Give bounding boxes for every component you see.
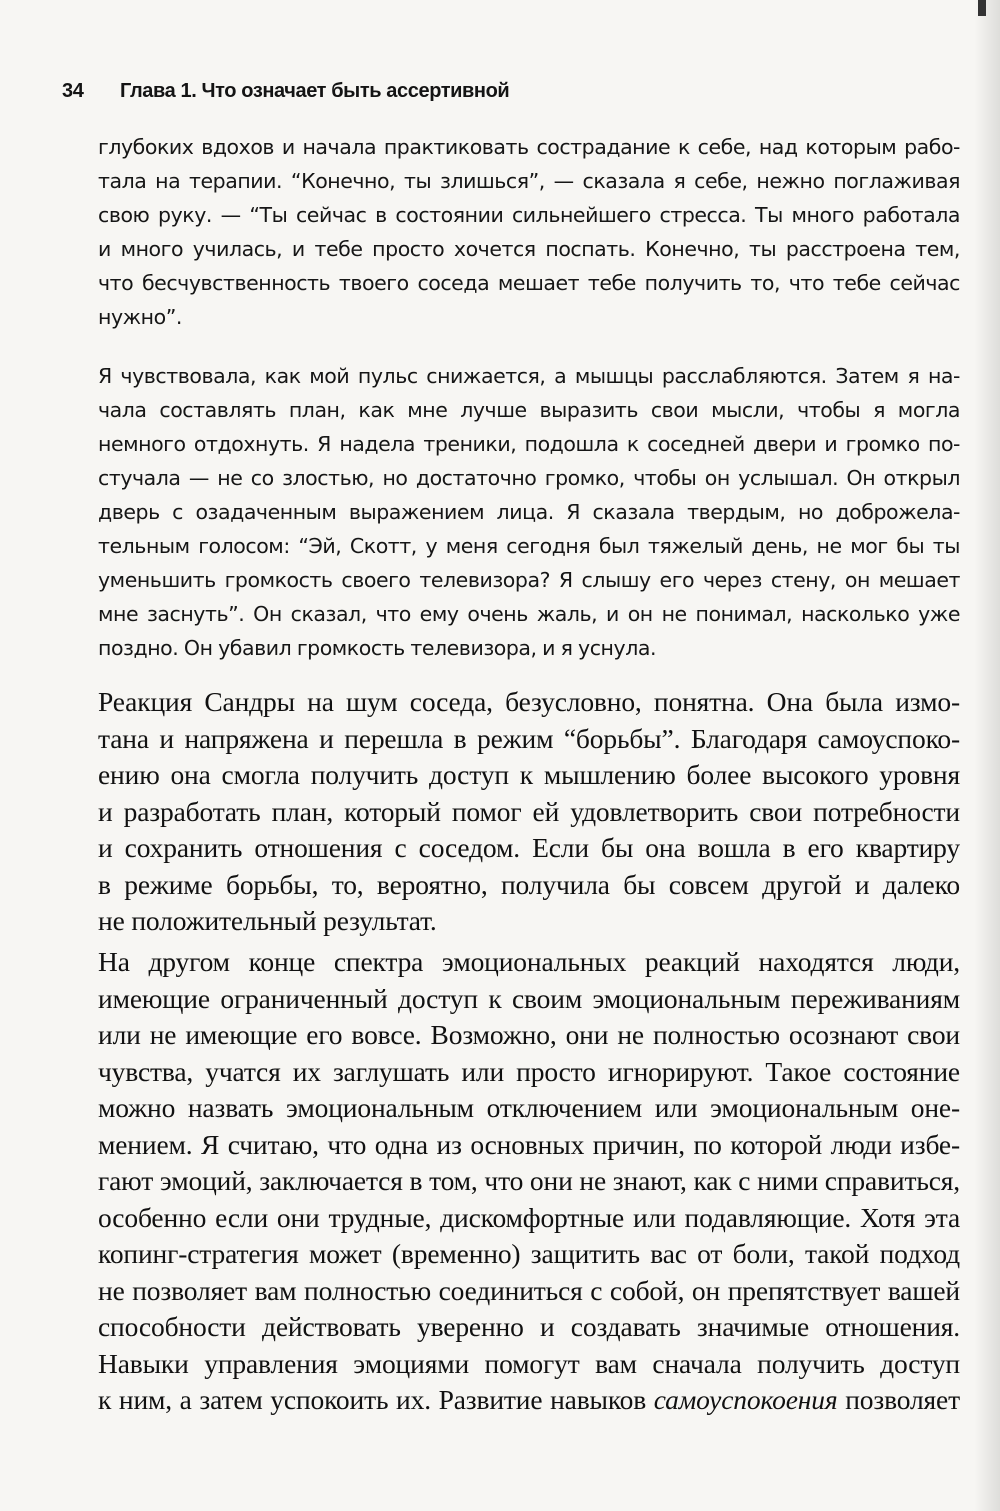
text-line: и разработать план, который помог ей удовлетворить свои потребности xyxy=(98,795,960,827)
text-line: Реакция Сандры на шум соседа, безусловно, понятна. Она была измо- xyxy=(98,686,960,717)
italic-term: самоуспокоения xyxy=(653,1384,838,1415)
text-line: чувства, учатся их заглушать или просто игнорируют. Такое состояние xyxy=(98,1055,960,1087)
text-segment: позволяет xyxy=(845,1384,960,1415)
text-line: что бесчувственность твоего соседа мешает тебе получить то, что тебе сейчас xyxy=(98,271,960,295)
text-line: Навыки управления эмоциями помогут вам сначала получить доступ xyxy=(98,1347,960,1379)
text-line: глубоких вдохов и начала практиковать сострадание к себе, над которым рабо- xyxy=(98,135,960,159)
text-line: мне заснуть”. Он сказал, что ему очень жаль, и он не понимал, насколько уже xyxy=(98,602,960,626)
text-line: способности действовать уверенно и создавать значимые отношения. xyxy=(98,1311,960,1342)
running-head xyxy=(62,80,509,103)
text-line: дверь с озадаченным выражением лица. Я сказала твердым, но доброжела- xyxy=(98,500,960,524)
spine-mark xyxy=(978,0,986,16)
text-line: можно назвать эмоциональным отключением или эмоциональным оне- xyxy=(98,1092,960,1123)
text-line: имеющие ограниченный доступ к своим эмоциональным переживаниям xyxy=(98,982,960,1014)
text-line: чала составлять план, как мне лучше выразить свои мысли, чтобы я могла xyxy=(98,398,960,422)
text-line: тана и напряжена и перешла в режим “борьбы”. Благодаря самоуспоко- xyxy=(98,722,960,754)
text-line: тельным голосом: “Эй, Скотт, у меня сегодня был тяжелый день, не мог бы ты xyxy=(98,534,960,558)
text-line: не позволяет вам полностью соединиться с собой, он препятствует вашей xyxy=(98,1274,960,1306)
page-number: 34 xyxy=(62,80,84,102)
text-line: тала на терапии. “Конечно, ты злишься”, — сказала я себе, нежно поглаживая xyxy=(98,169,960,193)
text-line: нужно”. xyxy=(98,305,182,329)
text-line: свою руку. — “Ты сейчас в состоянии сильнейшего стресса. Ты много работала xyxy=(98,203,960,227)
text-line: копинг-стратегия может (временно) защитить вас от боли, такой подход xyxy=(98,1238,960,1269)
text-line: и много училась, и тебе просто хочется поспать. Конечно, ты расстроена тем, xyxy=(98,237,960,261)
text-line: поздно. Он убавил громкость телевизора, и я уснула. xyxy=(98,636,657,660)
text-line: гают эмоций, заключается в том, что они не знают, как с ними справиться, xyxy=(98,1165,960,1196)
text-line: и сохранить отношения с соседом. Если бы она вошла в его квартиру xyxy=(98,832,960,863)
text-line: стучала — не со злостью, но достаточно громко, чтобы он услышал. Он открыл xyxy=(98,466,960,490)
text-line: или не имеющие его вовсе. Возможно, они не полностью осознают свои xyxy=(98,1019,960,1050)
text-line: не положительный результат. xyxy=(98,905,437,936)
quote-paragraph-1 xyxy=(98,130,960,334)
body-paragraph-2 xyxy=(98,944,960,1419)
text-line: уменьшить громкость своего телевизора? Я слышу его через стену, он мешает xyxy=(98,568,960,592)
text-line: немного отдохнуть. Я надела треники, подошла к соседней двери и громко по- xyxy=(98,432,960,456)
chapter-title: Глава 1. Что означает быть ассертивной xyxy=(120,80,510,102)
text-line: ению она смогла получить доступ к мышлению более высокого уровня xyxy=(98,759,960,790)
text-line: На другом конце спектра эмоциональных реакций находятся люди, xyxy=(98,946,960,977)
page-spine-shadow xyxy=(974,0,1000,1511)
text-line: в режиме борьбы, то, вероятно, получила бы совсем другой и далеко xyxy=(98,868,960,900)
text-segment: к ним, а затем успокоить их. Развитие навыков xyxy=(98,1384,647,1415)
text-line: особенно если они трудные, дискомфортные или подавляющие. Хотя эта xyxy=(98,1201,960,1233)
text-line: мением. Я считаю, что одна из основных причин, по которой люди избе- xyxy=(98,1128,960,1160)
text-line: Я чувствовала, как мой пульс снижается, а мышцы расслабляются. Затем я на- xyxy=(98,364,960,388)
text-line-last xyxy=(98,1382,960,1419)
body-paragraph-1 xyxy=(98,684,960,940)
quote-paragraph-2 xyxy=(98,359,960,665)
